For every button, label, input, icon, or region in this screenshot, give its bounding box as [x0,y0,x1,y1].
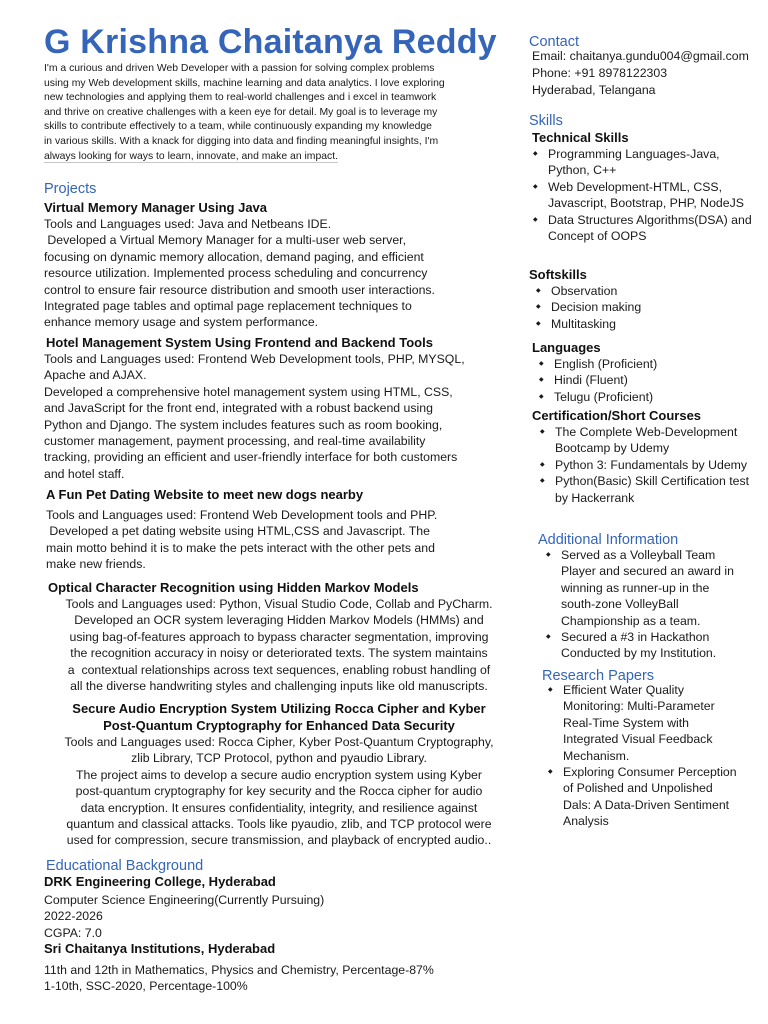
project-line: Developed an OCR system leveraging Hidden Markov Models (HMMs) and [74,613,484,628]
project-title: Hotel Management System Using Frontend and Backend Tools [46,335,433,350]
summary-line: always looking for ways to learn, innovate, and make an impact. [44,150,338,162]
summary-line: new technologies and applying them to real-world challenges and i excel in teamwork [44,92,437,104]
list-item: ◆ Data Structures Algorithms(DSA) and Concept of OOPS [532,212,764,245]
certifications-heading: Certification/Short Courses [532,408,702,423]
contact-phone: Phone: +91 8978122303 [532,66,668,80]
list-item: ◆ Python 3: Fundamentals by Udemy [539,457,757,473]
cgpa-value: CGPA: 7.0 [44,925,102,940]
soft-skills-list [535,283,761,332]
project-line: used for compression, secure transmission, and playback of encrypted audio.. [66,833,492,848]
project-secure-audio [44,700,514,849]
education-line: 1-10th, SSC-2020, Percentage-100% [44,979,248,994]
project-line: customer management, payment processing, and real-time availability [44,434,426,449]
project-line: resource utilization. Implemented process scheduling and concurrency [44,266,428,281]
candidate-name: G Krishna Chaitanya Reddy [44,23,497,61]
contact-location: Hyderabad, Telangana [532,83,656,97]
summary-line: and thrive on creative challenges with a keen eye for detail. My goal is to leverage my [44,106,438,118]
project-description [44,216,514,331]
list-item: ◆ Efficient Water Quality Monitoring: Multi-Parameter Real-Time System with Integrated Visual Feedback Mechanism. [547,682,742,764]
languages-list [538,356,764,405]
course-name: Computer Science Engineering(Currently Pursuing) [44,893,325,907]
project-line: Tools and Languages used: Frontend Web Development tools and PHP. [46,508,438,522]
project-line: data encryption. It ensures confidentiality, integrity, and resilience against [80,800,478,815]
list-item: ◆ Programming Languages-Java, Python, C++ [532,146,764,179]
project-line: Tools and Languages used: Java and Netbeans IDE. [44,217,332,231]
project-description [44,351,514,482]
contact-info [532,48,764,99]
project-line: a contextual relationships across text sequences, enabling robust handling of [67,662,491,677]
certifications-list [539,424,757,506]
project-description [44,734,514,849]
project-hotel-management [44,334,514,482]
education-heading: Educational Background [46,858,204,874]
research-papers-list [547,682,742,830]
profile-summary [44,62,484,164]
project-title: Virtual Memory Manager Using Java [44,200,268,215]
project-line: all the diverse handwriting styles and challenging inputs like old manuscripts. [70,679,488,694]
project-title: Optical Character Recognition using Hidden Markov Models [48,580,419,595]
project-line: control to ensure fair resource distribution and smooth user interactions. [44,282,435,297]
project-line: Integrated page tables and optimal page replacement techniques to [44,299,412,314]
project-line: Apache and AJAX. [44,368,147,383]
languages-heading: Languages [532,340,601,355]
project-title: A Fun Pet Dating Website to meet new dogs nearby [46,487,364,502]
project-line: Tools and Languages used: Python, Visual Studio Code, Collab and PyCharm. [65,597,493,611]
education-details [44,892,514,941]
project-line: focusing on dynamic memory allocation, demand paging, and efficient [44,249,424,264]
project-description [46,507,516,573]
project-line: and hotel staff. [44,466,125,481]
summary-line: in various skills. With a knack for digging into data and finding meaningful insights, I'm [44,135,439,147]
project-line: Tools and Languages used: Frontend Web Development tools, PHP, MYSQL, [44,352,465,366]
education-details [44,962,514,995]
school-name: DRK Engineering College, Hyderabad [44,874,276,889]
project-title-line: Post-Quantum Cryptography for Enhanced Data Security [103,718,455,733]
contact-email: Email: chaitanya.gundu004@gmail.com [532,49,749,63]
project-title [44,700,514,734]
project-line: tracking, providing an efficient and user-friendly interface for both customers [44,450,458,465]
technical-skills [532,129,764,244]
project-line: using bag-of-features approach to bypass character segmentation, improving [69,629,489,644]
skills-heading: Skills [529,113,563,129]
list-item: ◆ Python(Basic) Skill Certification test by Hackerrank [539,473,757,506]
summary-line: skills to contribute effectively to a team, while continuously expanding my knowledge [44,121,432,133]
list-item: ◆ Telugu (Proficient) [538,389,764,405]
project-line: and JavaScript for the front end, integrated with a robust backend using [44,401,433,416]
project-line: post-quantum cryptography for key security and the Rocca cipher for audio [75,784,483,799]
projects-heading: Projects [44,181,97,197]
project-line: Developed a Virtual Memory Manager for a multi-user web server, [44,233,407,248]
project-line: quantum and classical attacks. Tools like pyaudio, zlib, and TCP protocol were [66,817,492,832]
list-item: ◆ The Complete Web-Development Bootcamp by Udemy [539,424,757,457]
project-line: enhance memory usage and system performance. [44,315,319,330]
list-item: ◆ Served as a Volleyball Team Player and secured an award in winning as runner-up in the south-zone VolleyBall Championship as a team. [545,547,743,629]
summary-line: I'm a curious and driven Web Developer with a passion for solving complex problems [44,63,435,74]
project-line: main motto behind it is to make the pets interact with the other pets and [46,540,435,555]
course-years: 2022-2026 [44,909,103,924]
project-line: Python and Django. The system includes features such as room booking, [44,417,443,432]
education-sri-chaitanya [44,940,514,995]
project-line: Developed a pet dating website using HTML,CSS and Javascript. The [46,524,430,539]
technical-skills-heading: Technical Skills [532,130,629,145]
project-title-line: Secure Audio Encryption System Utilizing Rocca Cipher and Kyber [72,701,486,716]
list-item: ◆ Decision making [535,299,761,315]
list-item: ◆ Secured a #3 in Hackathon Conducted by my Institution. [545,629,743,662]
project-line: The project aims to develop a secure audio encryption system using Kyber [75,767,482,782]
certifications [532,407,764,506]
languages [532,339,764,405]
soft-skills-heading: Softskills [529,267,587,282]
research-papers-heading: Research Papers [542,668,655,684]
summary-line: using my Web development skills, machine learning and data analytics. I love exploring [44,77,445,89]
additional-info-heading: Additional Information [538,532,679,548]
project-virtual-memory [44,199,514,331]
soft-skills [529,266,761,332]
project-line: zlib Library, TCP Protocol, python and pyaudio Library. [131,751,427,766]
project-pet-dating [46,486,516,573]
list-item: ◆ Web Development-HTML, CSS, Javascript, Bootstrap, PHP, NodeJS [532,179,764,212]
project-line: make new friends. [46,557,146,572]
project-line: Tools and Languages used: Rocca Cipher, Kyber Post-Quantum Cryptography, [64,735,494,749]
project-ocr-hmm [44,579,514,694]
education-drk [44,873,514,941]
project-description [44,596,514,694]
list-item: ◆ Hindi (Fluent) [538,372,764,388]
list-item: ◆ English (Proficient) [538,356,764,372]
list-item: ◆ Observation [535,283,761,299]
education-line: 11th and 12th in Mathematics, Physics and Chemistry, Percentage-87% [44,963,434,977]
school-name: Sri Chaitanya Institutions, Hyderabad [44,941,276,956]
technical-skills-list [532,146,764,244]
project-line: the recognition accuracy in noisy or deteriorated texts. The system maintains [70,646,488,661]
contact-heading: Contact [529,34,579,50]
additional-info-list [545,547,743,662]
project-line: Developed a comprehensive hotel management system using HTML, CSS, [44,384,453,399]
list-item: ◆ Exploring Consumer Perception of Polished and Unpolished Dals: A Data-Driven Sentiment Analysis [547,764,742,830]
list-item: ◆ Multitasking [535,316,761,332]
